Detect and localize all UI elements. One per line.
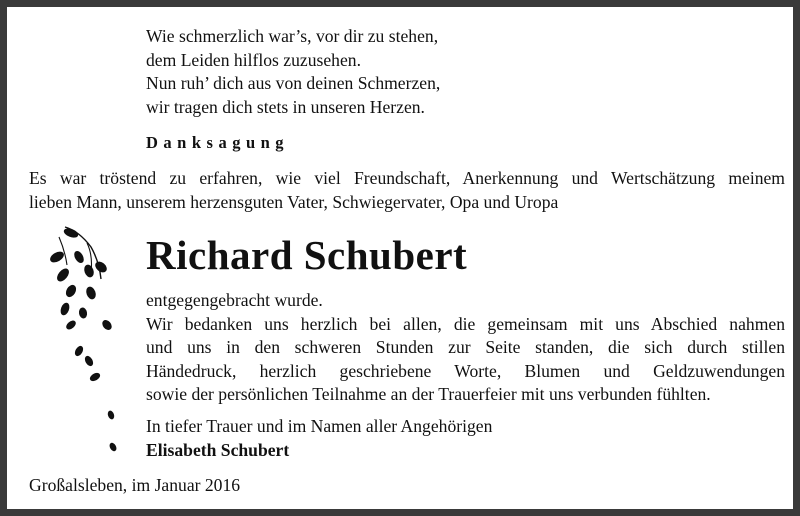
body-line: Händedruck, herzlich geschriebene Worte, Blumen und Geldzuwendungen	[146, 360, 785, 381]
intro-line: Es war tröstend zu erfahren, wie viel Freundschaft, Anerkennung und Wertschätzung meinem	[29, 168, 785, 188]
place-date: Großalsleben, im Januar 2016	[29, 475, 241, 495]
signature: Elisabeth Schubert	[146, 439, 290, 460]
body-line: entgegengebracht wurde.	[146, 290, 323, 310]
body-line: Wir bedanken uns herzlich bei allen, die gemeinsam mit uns Abschied nahmen	[146, 313, 785, 334]
poem-line: Nun ruh’ dich aus von deinen Schmerzen,	[146, 73, 441, 94]
closing-line: In tiefer Trauer und im Namen aller Angehörigen	[146, 416, 493, 436]
body-line: und uns in den schweren Stunden zur Seite standen, die sich durch stillen	[146, 337, 785, 358]
intro-line: lieben Mann, unserem herzensguten Vater, Schwiegervater, Opa und Uropa	[29, 191, 559, 212]
poem-line: Wie schmerzlich war’s, vor dir zu stehen,	[146, 26, 439, 46]
thanks-heading: Danksagung	[146, 133, 290, 152]
body-line: sowie der persönlichen Teilnahme an der Trauerfeier mit uns verbunden fühlten.	[146, 384, 711, 405]
poem	[146, 25, 440, 119]
closing	[146, 415, 492, 462]
thanks-intro	[29, 167, 785, 214]
falling-leaves-icon	[35, 221, 127, 461]
poem-line: dem Leiden hilflos zuzusehen.	[146, 49, 361, 70]
thanks-body	[146, 289, 785, 407]
poem-line: wir tragen dich stets in unseren Herzen.	[146, 96, 425, 117]
deceased-name: Richard Schubert	[146, 232, 468, 278]
